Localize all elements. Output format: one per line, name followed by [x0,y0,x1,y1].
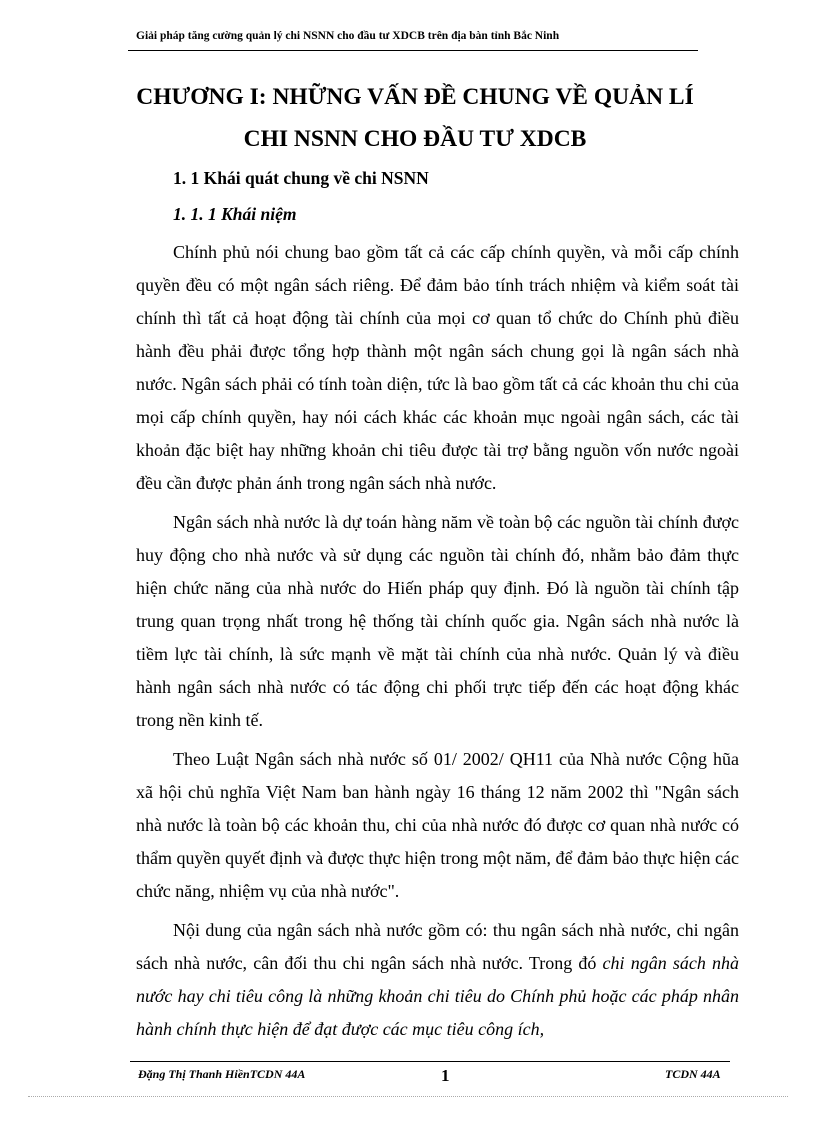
chapter-title [110,76,720,160]
paragraph-3: Theo Luật Ngân sách nhà nước số 01/ 2002/ QH11 của Nhà nước Cộng hũa xã hội chủ nghĩa Việt Nam ban hành ngày 16 tháng 12 năm 2002 thì "Ngân sách nhà nước là toàn bộ các khoản thu, chi của nhà nước đó được cơ quan nhà nước có thẩm quyền quyết định và được thực hiện trong một năm, để đảm bảo thực hiện các chức năng, nhiệm vụ của nhà nước". [136,749,739,901]
header-divider [128,50,698,51]
section-heading: 1. 1 Khái quát chung về chi NSNN [173,168,429,188]
paragraph-4-italic: chi ngân sách nhà nước hay chi tiêu công là những khoản chi tiêu do Chính phủ hoặc các pháp nhân hành chính thực hiện để đạt được các mục tiêu công ích, [136,953,740,1039]
body-text [136,236,739,1052]
paragraph-4 [136,914,739,1046]
chapter-title-line-2: CHI NSNN CHO ĐẦU TƯ XDCB [243,126,587,152]
paragraph-1: Chính phủ nói chung bao gồm tất cả các cấp chính quyền, và mỗi cấp chính quyền đều có một ngân sách riêng. Để đảm bảo tính trách nhiệm và kiểm soát tài chính thì tất cả hoạt động tài chính của mọi cơ quan tổ chức do Chính phủ điều hành đều phải được tổng hợp thành một ngân sách chung gọi là ngân sách nhà nước. Ngân sách phải có tính toàn diện, tức là bao gồm tất cả các khoản thu chi của mọi cấp chính quyền, hay nói cách khác các khoản mục ngoài ngân sách, các tài khoản đặc biệt hay những khoản chi tiêu được tài trợ bằng nguồn vốn nước ngoài đều cần được phản ánh trong ngân sách nhà nước. [136,242,739,493]
footer-author: Đặng Thị Thanh HiềnTCDN 44A [138,1067,306,1081]
paragraph-2: Ngân sách nhà nước là dự toán hàng năm về toàn bộ các nguồn tài chính được huy động cho nhà nước và sử dụng các nguồn tài chính đó, nhằm bảo đảm thực hiện chức năng của nhà nước do Hiến pháp quy định. Đó là nguồn tài chính tập trung quan trọng nhất trong hệ thống tài chính quốc gia. Ngân sách nhà nước là tiềm lực tài chính, là sức mạnh về mặt tài chính của nhà nước. Quản lý và điều hành ngân sách nhà nước có tác động chi phối trực tiếp đến các hoạt động khác trong nền kinh tế. [136,512,739,730]
paragraph-4-normal: Nội dung của ngân sách nhà nước gồm có: thu ngân sách nhà nước, chi ngân sách nhà nước, cân đối thu chi ngân sách nhà nước. Trong đó [136,920,739,973]
footer-class-code: TCDN 44A [665,1067,721,1081]
page-number: 1 [441,1066,450,1085]
chapter-title-line-1: CHƯƠNG I: NHỮNG VẤN ĐỀ CHUNG VỀ QUẢN LÍ [136,84,694,110]
subsection-heading: 1. 1. 1 Khái niệm [173,204,297,224]
running-header: Giải pháp tăng cường quản lý chi NSNN cho đầu tư XDCB trên địa bàn tỉnh Bắc Ninh [136,30,560,42]
footer-divider [130,1061,730,1062]
page-break-line [28,1096,788,1097]
